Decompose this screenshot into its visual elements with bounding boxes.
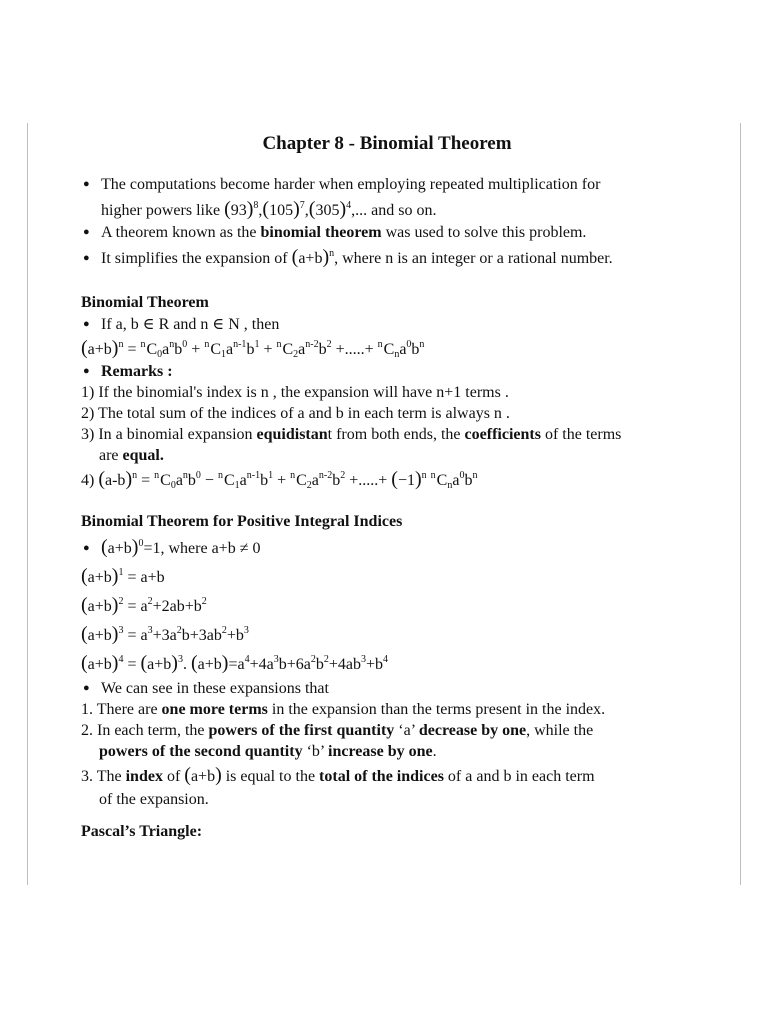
observation-3-cont: of the expansion.: [99, 791, 209, 808]
section-binomial-theorem: [81, 292, 693, 492]
bullet-icon: [81, 678, 101, 701]
section-heading: Binomial Theorem: [81, 294, 209, 311]
expansion-power-4: $(a+b)^4 = (a+b)^3$. $(a+b)=a^4+4a^3b+6a^2b^2+4ab^3+b^4$: [81, 652, 388, 674]
expansion-power-1: $(a+b)^1 = a+b$: [81, 565, 165, 587]
bullet-icon: [81, 534, 101, 565]
binomial-formula: $(a+b)^n = ^nC_0a^nb^0 + ^nC_1a^{n-1}b^1 + ^nC_2a^{n-2}b^2$ +.....+ $^nC_na^0b^n$: [81, 337, 425, 360]
intro-bullets: [81, 174, 693, 270]
observation-2: 2. In each term, the powers of the first quantity ‘a’ decrease by one, while the: [81, 722, 594, 739]
expansion-power-0: $●(a+b)^0=1$, where a+b ≠ 0: [81, 533, 693, 562]
intro-bullet-3: ●It simplifies the expansion of $(a+b)^n$, where n is an integer or a rational number.: [81, 244, 693, 270]
section-heading: Pascal’s Triangle:: [81, 823, 203, 840]
powers-expression: $(93)^8,(105)^7,(305)^4$,...: [224, 198, 368, 220]
bullet-icon: [81, 314, 101, 337]
remark-3: 3) In a binomial expansion equidistant from both ends, the coefficients of the terms: [81, 426, 622, 443]
bullet-icon: [81, 361, 101, 384]
observation-3: 3. The index of (a+b) is equal to the total of the indices of a and b in each term: [81, 764, 595, 786]
section-positive-indices: [81, 511, 693, 810]
section-heading: Binomial Theorem for Positive Integral Indices: [81, 513, 403, 530]
remark-1: 1) If the binomial's index is n , the expansion will have n+1 terms .: [81, 384, 509, 401]
left-margin-rule: [27, 123, 28, 885]
bullet-icon: [81, 222, 101, 245]
right-margin-rule: [740, 123, 741, 885]
if-condition: ●If a, b ∈ R and n ∈ N , then: [81, 314, 693, 335]
observation-2-cont: powers of the second quantity ‘b’ increase by one.: [99, 743, 437, 760]
bullet-icon: [81, 174, 101, 197]
expansion-power-3: $(a+b)^3 = a^3+3a^2b+3ab^2+b^3$: [81, 623, 249, 645]
observation-intro: ●We can see in these expansions that: [81, 678, 693, 699]
intro-bullet-1-cont: higher powers like $(93)^8,(105)^7,(305)^4$,... and so on.: [101, 198, 437, 220]
remarks-heading: ●Remarks :: [81, 361, 693, 382]
remark-2: 2) The total sum of the indices of a and b in each term is always n .: [81, 405, 510, 422]
remark-3-cont: are equal.: [99, 447, 164, 464]
observation-1: 1. There are one more terms in the expansion than the terms present in the index.: [81, 701, 606, 718]
intro-bullet-2: ●A theorem known as the binomial theorem was used to solve this problem.: [81, 222, 693, 244]
expansion-power-2: $(a+b)^2 = a^2+2ab+b^2$: [81, 594, 207, 616]
binomial-power-n: $(a+b)^n$: [291, 246, 335, 268]
chapter-title: Chapter 8 - Binomial Theorem: [262, 133, 512, 154]
bullet-icon: [81, 246, 101, 273]
section-pascal: [81, 821, 693, 843]
remark-4: 4) $(a-b)^n = ^nC_0a^nb^0 - ^nC_1a^{n-1}b^1 + ^nC_2a^{n-2}b^2$ +.....+ $(-1)^n$ $^nC_na^0b^n$: [81, 468, 478, 491]
intro-bullet-1: ●The computations become harder when employing repeated multiplication for: [81, 174, 693, 196]
